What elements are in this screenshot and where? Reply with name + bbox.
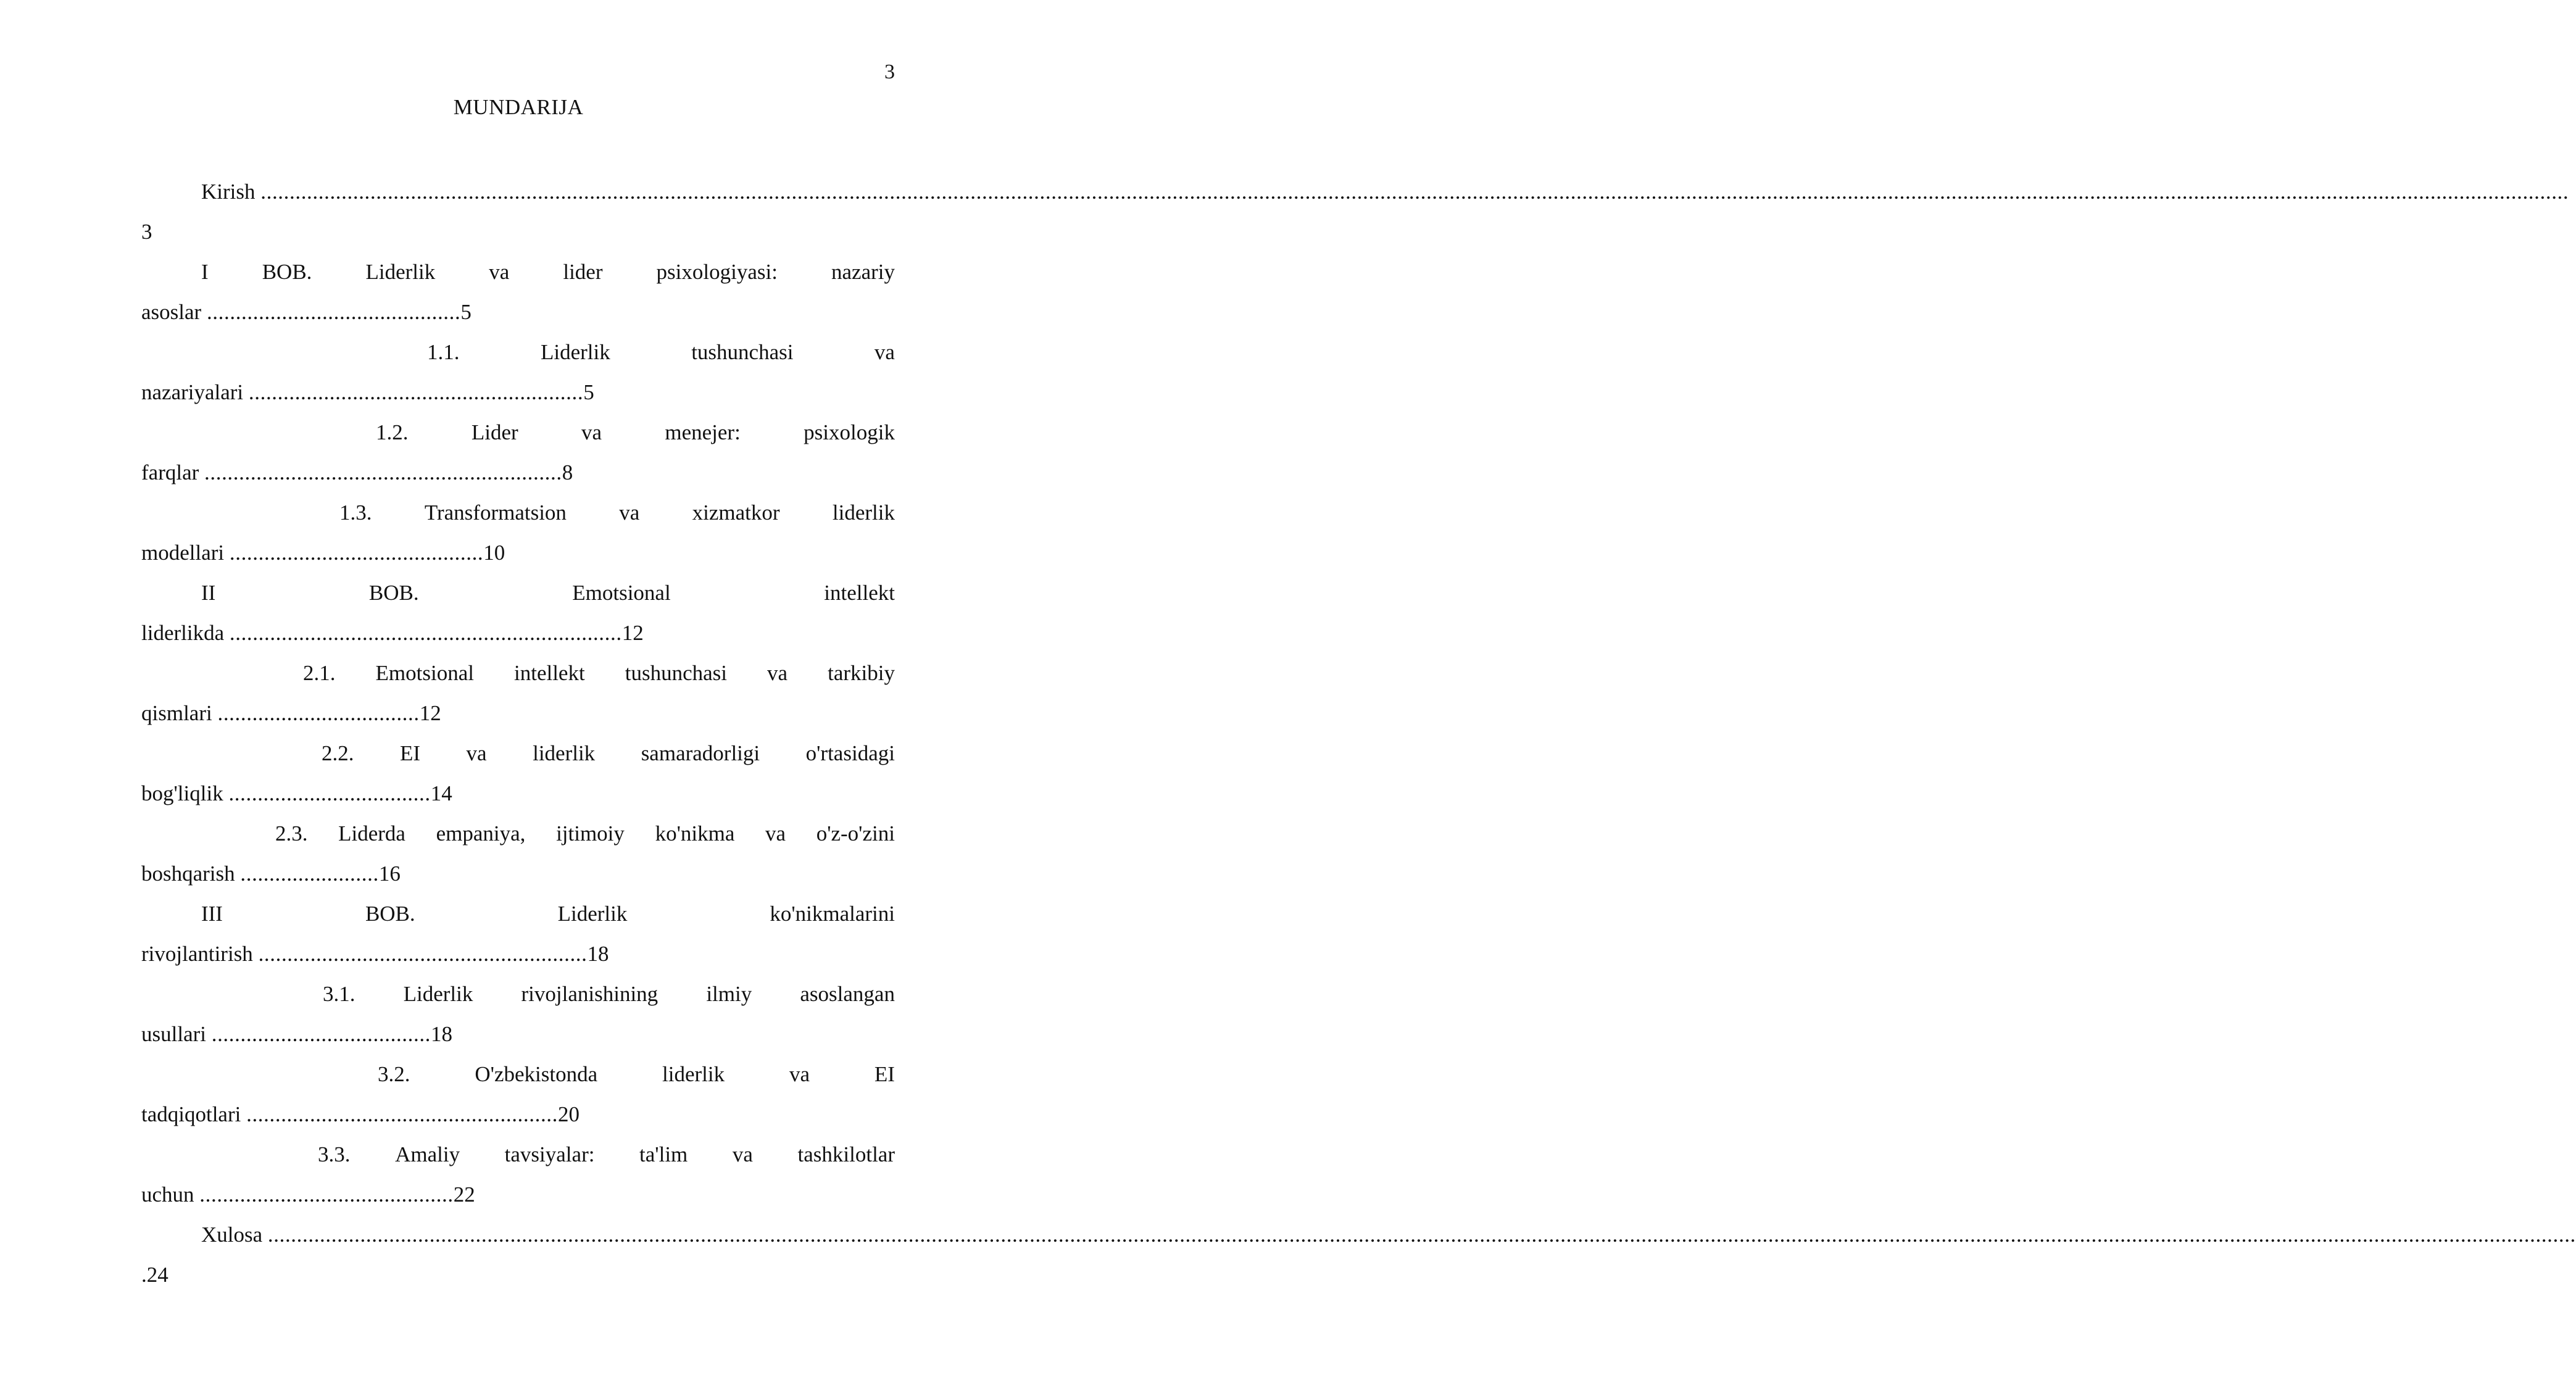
toc-entry-text: rivojlantirish xyxy=(141,942,259,966)
toc-entry-s13-line2 xyxy=(141,538,895,578)
toc-word: BOB. xyxy=(262,260,312,284)
toc-entry-text: usullari xyxy=(141,1022,212,1046)
toc-word: o'z-o'zini xyxy=(816,821,895,845)
toc-word: o'rtasidagi xyxy=(805,741,895,765)
dot-leader: ...................................... xyxy=(211,1022,431,1046)
toc-word: Transformatsion xyxy=(424,501,567,525)
toc-word: va xyxy=(619,501,640,525)
toc-word: tushunchasi xyxy=(691,340,794,364)
toc-entry-s21-line2 xyxy=(141,698,895,738)
toc-entry-bob3-line2 xyxy=(141,939,895,979)
toc-word: psixologik xyxy=(804,420,895,444)
toc-word: 1.2. xyxy=(376,420,409,444)
toc-word: II xyxy=(201,581,216,605)
toc-word: Kirish xyxy=(201,180,256,204)
toc-entry-s23-line2 xyxy=(141,858,895,899)
toc-entry-s32-line2 xyxy=(141,1099,895,1139)
toc-word: va xyxy=(489,260,510,284)
toc-word: Liderlik xyxy=(403,982,473,1006)
toc-word: O'zbekistonda xyxy=(475,1062,598,1086)
toc-word: va xyxy=(789,1062,810,1086)
toc-entry-s13-line1 xyxy=(141,497,895,538)
toc-word: 3.2. xyxy=(378,1062,410,1086)
toc-word: 1.3. xyxy=(339,501,372,525)
toc-page-number: 5 xyxy=(460,300,472,324)
toc-word: Amaliy xyxy=(395,1142,460,1166)
toc-entry-s31-line1 xyxy=(141,979,895,1019)
toc-word: EI xyxy=(874,1062,895,1086)
toc-word: 2.3. xyxy=(275,821,308,845)
toc-entry-text: bog'liqlik xyxy=(141,781,229,805)
toc-page-number: 20 xyxy=(558,1102,580,1126)
toc-word: intellekt xyxy=(514,661,585,685)
toc-word: rivojlanishining xyxy=(521,982,659,1006)
toc-entry-s33-line1 xyxy=(141,1139,895,1179)
toc-word: empaniya, xyxy=(436,821,526,845)
toc-word: 3.3. xyxy=(318,1142,351,1166)
toc-word: ijtimoiy xyxy=(556,821,625,845)
toc-entry-s22-line1 xyxy=(141,738,895,778)
toc-entry-xulosa-line1 xyxy=(141,1219,2576,1260)
toc-word: va xyxy=(466,741,487,765)
toc-word: tavsiyalar: xyxy=(504,1142,595,1166)
dot-leader: ............................................ xyxy=(199,1182,454,1207)
dot-leader: ............................................ xyxy=(229,541,484,565)
toc-word: liderlik xyxy=(662,1062,725,1086)
toc-entry-text: uchun xyxy=(141,1182,200,1207)
toc-entry-bob3-line1 xyxy=(141,899,895,939)
toc-word: nazariy xyxy=(831,260,895,284)
toc-entry-s21-line1 xyxy=(141,658,895,698)
dot-leader: ................................................................................................................................................................................................................................................................................................................................................................................................................ xyxy=(267,1223,2576,1247)
toc-page-number: .24 xyxy=(141,1263,168,1287)
toc-word: Emotsional xyxy=(375,661,474,685)
dot-leader: ................................................................................................................................................................................................................................................................................................................................................................................................................ xyxy=(260,180,2569,204)
toc-word: 2.1. xyxy=(303,661,336,685)
toc-word: ko'nikma xyxy=(655,821,735,845)
toc-entry-text: nazariyalari xyxy=(141,380,249,404)
dot-leader: .............................................................. xyxy=(204,460,562,484)
toc-page-number: 22 xyxy=(453,1182,475,1207)
toc-entry-text: asoslar xyxy=(141,300,207,324)
toc-word: ilmiy xyxy=(706,982,752,1006)
toc-page-number: 8 xyxy=(562,460,573,484)
toc-page-number: 14 xyxy=(430,781,452,805)
toc-word: samaradorligi xyxy=(641,741,760,765)
toc-word: tashkilotlar xyxy=(797,1142,895,1166)
toc-entry-xulosa-line2 xyxy=(141,1260,895,1300)
toc-entry-s32-line1 xyxy=(141,1059,895,1099)
toc-word: psixologiyasi: xyxy=(656,260,778,284)
table-of-contents xyxy=(141,177,2576,1300)
toc-entry-text: boshqarish xyxy=(141,862,241,886)
dot-leader: ................................... xyxy=(217,701,420,725)
toc-page-number: 12 xyxy=(621,621,644,645)
toc-page-number: 3 xyxy=(141,220,152,244)
toc-word: EI xyxy=(400,741,421,765)
toc-word: Liderlik xyxy=(540,340,610,364)
toc-entry-text: farqlar xyxy=(141,460,205,484)
dot-leader: .......................................................... xyxy=(248,380,584,404)
toc-word: liderlik xyxy=(832,501,895,525)
toc-page-number: 5 xyxy=(583,380,594,404)
toc-word: ta'lim xyxy=(639,1142,688,1166)
toc-word: lider xyxy=(563,260,603,284)
dot-leader: ............................................ xyxy=(206,300,461,324)
toc-entry-text: qismlari xyxy=(141,701,218,725)
toc-page-number: 18 xyxy=(431,1022,453,1046)
toc-page-number: 18 xyxy=(587,942,609,966)
toc-word: va xyxy=(581,420,602,444)
toc-word: BOB. xyxy=(368,581,419,605)
toc-entry-bob1-line2 xyxy=(141,297,895,337)
toc-word: BOB. xyxy=(365,902,415,926)
toc-entry-bob1-line1 xyxy=(141,257,895,297)
toc-entry-s31-line2 xyxy=(141,1019,895,1059)
dot-leader: ...................................................... xyxy=(246,1102,559,1126)
toc-entry-bob2-line1 xyxy=(141,578,895,618)
toc-word: tushunchasi xyxy=(625,661,727,685)
toc-entry-s33-line2 xyxy=(141,1179,895,1219)
toc-entry-kirish-line1 xyxy=(141,177,2569,217)
toc-word: Xulosa xyxy=(201,1223,263,1247)
toc-entry-text: tadqiqotlari xyxy=(141,1102,247,1126)
dot-leader: ......................................................... xyxy=(258,942,588,966)
toc-word: va xyxy=(767,661,788,685)
toc-word: 2.2. xyxy=(322,741,354,765)
dot-leader: .................................................................... xyxy=(229,621,622,645)
toc-word: Liderda xyxy=(338,821,405,845)
toc-word: tarkibiy xyxy=(828,661,895,685)
toc-page-number: 10 xyxy=(483,541,505,565)
toc-page-number: 12 xyxy=(419,701,441,725)
page-number: 3 xyxy=(884,60,895,83)
toc-entry-s12-line2 xyxy=(141,457,895,497)
toc-word: III xyxy=(201,902,223,926)
toc-word: intellekt xyxy=(824,581,895,605)
toc-word: menejer: xyxy=(665,420,741,444)
dot-leader: ........................ xyxy=(240,862,379,886)
toc-word: 3.1. xyxy=(323,982,355,1006)
toc-word: Emotsional xyxy=(572,581,671,605)
toc-entry-s12-line1 xyxy=(141,417,895,457)
toc-entry-s11-line1 xyxy=(141,337,895,377)
toc-word: I xyxy=(201,260,209,284)
toc-entry-s11-line2 xyxy=(141,377,895,417)
toc-word: ko'nikmalarini xyxy=(770,902,895,926)
toc-entry-text: liderlikda xyxy=(141,621,230,645)
toc-word: liderlik xyxy=(533,741,596,765)
toc-word: va xyxy=(874,340,895,364)
toc-entry-bob2-line2 xyxy=(141,618,895,658)
toc-entry-s22-line2 xyxy=(141,778,895,818)
toc-word: 1.1. xyxy=(427,340,460,364)
dot-leader: ................................... xyxy=(228,781,431,805)
toc-word: xizmatkor xyxy=(692,501,780,525)
toc-entry-text: modellari xyxy=(141,541,230,565)
toc-word: va xyxy=(765,821,786,845)
toc-word: Liderlik xyxy=(365,260,436,284)
toc-entry-s23-line1 xyxy=(141,818,895,858)
toc-word: asoslangan xyxy=(800,982,895,1006)
toc-word: va xyxy=(732,1142,753,1166)
toc-word: Lider xyxy=(471,420,518,444)
toc-word: Liderlik xyxy=(557,902,628,926)
toc-page-number: 16 xyxy=(378,862,401,886)
page-title: MUNDARIJA xyxy=(453,95,584,119)
toc-entry-kirish-line2 xyxy=(141,217,895,257)
